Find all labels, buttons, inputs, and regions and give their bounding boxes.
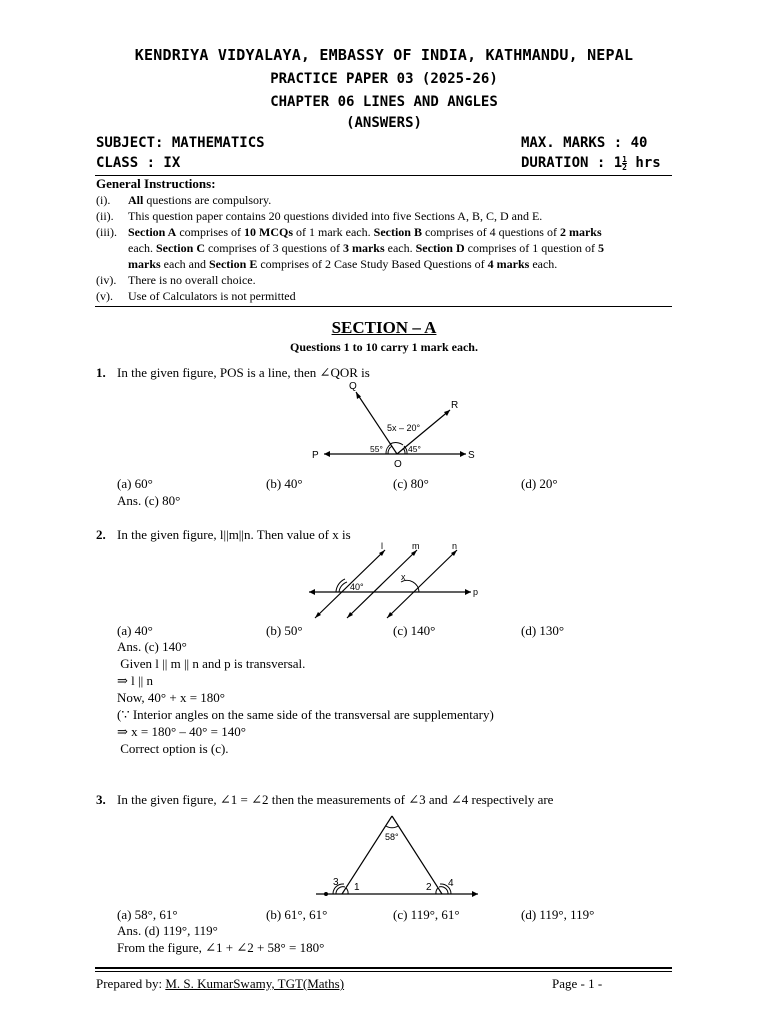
solution-line: Correct option is (c).	[117, 741, 229, 756]
angle-55: 55°	[370, 444, 383, 454]
label-p: P	[312, 450, 319, 461]
option-a: (a) 60°	[117, 476, 153, 491]
option-a: (a) 40°	[117, 623, 153, 638]
answers-label: (ANSWERS)	[346, 115, 422, 131]
chapter-title: CHAPTER 06 LINES AND ANGLES	[270, 94, 498, 110]
figure-parallel-lines	[305, 540, 490, 622]
author-name: M. S. KumarSwamy, TGT(Maths)	[165, 976, 345, 991]
label-n: n	[452, 541, 458, 551]
footer-divider	[95, 967, 672, 969]
option-c: (c) 140°	[393, 623, 436, 638]
label-r: R	[451, 400, 459, 411]
footer-divider	[95, 971, 672, 972]
label-o: O	[394, 459, 402, 470]
section-subtitle: Questions 1 to 10 carry 1 mark each.	[290, 340, 478, 354]
paper-title: PRACTICE PAPER 03 (2025-26)	[270, 71, 498, 87]
answer-line: Ans. (c) 80°	[117, 493, 181, 508]
document-page: KENDRIYA VIDYALAYA, EMBASSY OF INDIA, KATHMANDU, NEPAL PRACTICE PAPER 03 (2025-26) CHAPTER 06 LINES AND ANGLES (ANSWERS) SUBJECT: MATHEMATICS MAX. MARKS : 40 CLASS : IX DURATION : 1 $\frac{1}{2}$ hrs General Instructions: (i). All questions are compulsory. (ii). This question paper contains 20 questions divided into five Sections A, B, C, D and E. (iii). Section A comprises of 10 MCQs of 1 mark each. Section B comprises of 4 questions of 2 marks each. Section C comprises of 3 questions of 3 marks each. Section D comprises of 1 question of 5 marks each and Section E comprises of 2 Case Study Based Questions of 4 marks each. (iv). There is no overall choice. (v). Use of Calculators is not permitted SECTION – A Questions 1 to 10 carry 1 mark each. 1. In the given figure, POS is a line, then ∠QOR is P O S Q R 5x – 20° 55° 45° (a) 60° (b) 40° (c) 80° (d) 20° Ans. (c) 80° 2. In the given figure, l||m||n. Then value of x is l m n p 40° x (a) 40° (b) 50° (c) 140° (d) 130° Ans. (c) 140° Given l || m || n and p is transversal. ⇒ l || n Now, 40° + x = 180° (∵ Interior angles on the same side of the transversal are supplementary) ⇒ x = 180° – 40° = 140° Correct option is (c). 3. In the given figure, ∠1 = ∠2 then the measurements of ∠3 and ∠4 respectively are 58° 1 2 3 4 (a) 58°, 61° (b) 61°, 61° (c) 119°, 61° (d) 119°, 119° Ans. (d) 119°, 119° From the figure, ∠1 + ∠2 + 58° = 180° Prepared by: M. S. KumarSwamy, TGT(Maths) Page - 1 -	[0, 0, 768, 1024]
duration-label: DURATION : 1 $\frac{1}{2}$ hrs	[521, 154, 661, 172]
angle-45: 45°	[408, 444, 421, 454]
angle-x: x	[401, 572, 406, 582]
solution-line: (∵ Interior angles on the same side of the transversal are supplementary)	[117, 707, 494, 722]
option-b: (b) 61°, 61°	[266, 907, 328, 922]
instruction-line: marks each and Section E comprises of 2 Case Study Based Questions of 4 marks each.	[128, 257, 558, 271]
angle-expression: 5x – 20°	[387, 423, 421, 433]
label-q: Q	[349, 381, 357, 392]
max-marks-label: MAX. MARKS : 40	[521, 135, 648, 151]
subject-label: SUBJECT: MATHEMATICS	[96, 135, 265, 151]
solution-line: ⇒ l || n	[117, 673, 153, 688]
option-b: (b) 50°	[266, 623, 303, 638]
label-l: l	[381, 541, 383, 551]
label-3: 3	[333, 877, 339, 888]
page-number: Page - 1 -	[552, 976, 603, 991]
figure-triangle	[310, 810, 485, 902]
label-m: m	[412, 541, 420, 551]
instructions-divider	[95, 306, 672, 307]
class-label: CLASS : IX	[96, 155, 181, 171]
figure-line-angles	[310, 380, 490, 470]
option-b: (b) 40°	[266, 476, 303, 491]
solution-line: From the figure, ∠1 + ∠2 + 58° = 180°	[117, 940, 325, 955]
solution-line: Ans. (c) 140°	[117, 639, 187, 654]
question-number: 2.	[96, 527, 106, 542]
section-title: SECTION – A	[331, 318, 437, 337]
solution-line: Given l || m || n and p is transversal.	[117, 656, 306, 671]
prepared-by: Prepared by: M. S. KumarSwamy, TGT(Maths)	[96, 976, 345, 991]
angle-40: 40°	[350, 582, 364, 592]
instruction-line: each. Section C comprises of 3 questions of 3 marks each. Section D comprises of 1 question of 5	[128, 241, 604, 255]
school-title: KENDRIYA VIDYALAYA, EMBASSY OF INDIA, KATHMANDU, NEPAL	[134, 46, 634, 64]
label-1: 1	[354, 882, 360, 893]
label-4: 4	[448, 878, 454, 889]
instruction-line: Section A comprises of 10 MCQs of 1 mark each. Section B comprises of 4 questions of 2 marks	[128, 225, 602, 239]
solution-line: ⇒ x = 180° – 40° = 140°	[117, 724, 246, 739]
option-d: (d) 130°	[521, 623, 565, 638]
solution-line: Ans. (d) 119°, 119°	[117, 923, 218, 938]
question-text: In the given figure, l||m||n. Then value of x is	[117, 527, 351, 542]
option-c: (c) 80°	[393, 476, 429, 491]
question-text: In the given figure, ∠1 = ∠2 then the measurements of ∠3 and ∠4 respectively are	[117, 792, 554, 807]
label-s: S	[468, 450, 475, 461]
instructions-title: General Instructions:	[96, 176, 216, 191]
option-d: (d) 20°	[521, 476, 558, 491]
solution-line: Now, 40° + x = 180°	[117, 690, 225, 705]
question-number: 1.	[96, 365, 106, 380]
angle-58: 58°	[385, 832, 399, 842]
option-d: (d) 119°, 119°	[521, 907, 595, 922]
label-p: p	[473, 587, 479, 597]
label-2: 2	[426, 882, 432, 893]
question-text: In the given figure, POS is a line, then ∠QOR is	[117, 365, 370, 380]
question-number: 3.	[96, 792, 106, 807]
option-a: (a) 58°, 61°	[117, 907, 178, 922]
option-c: (c) 119°, 61°	[393, 907, 460, 922]
